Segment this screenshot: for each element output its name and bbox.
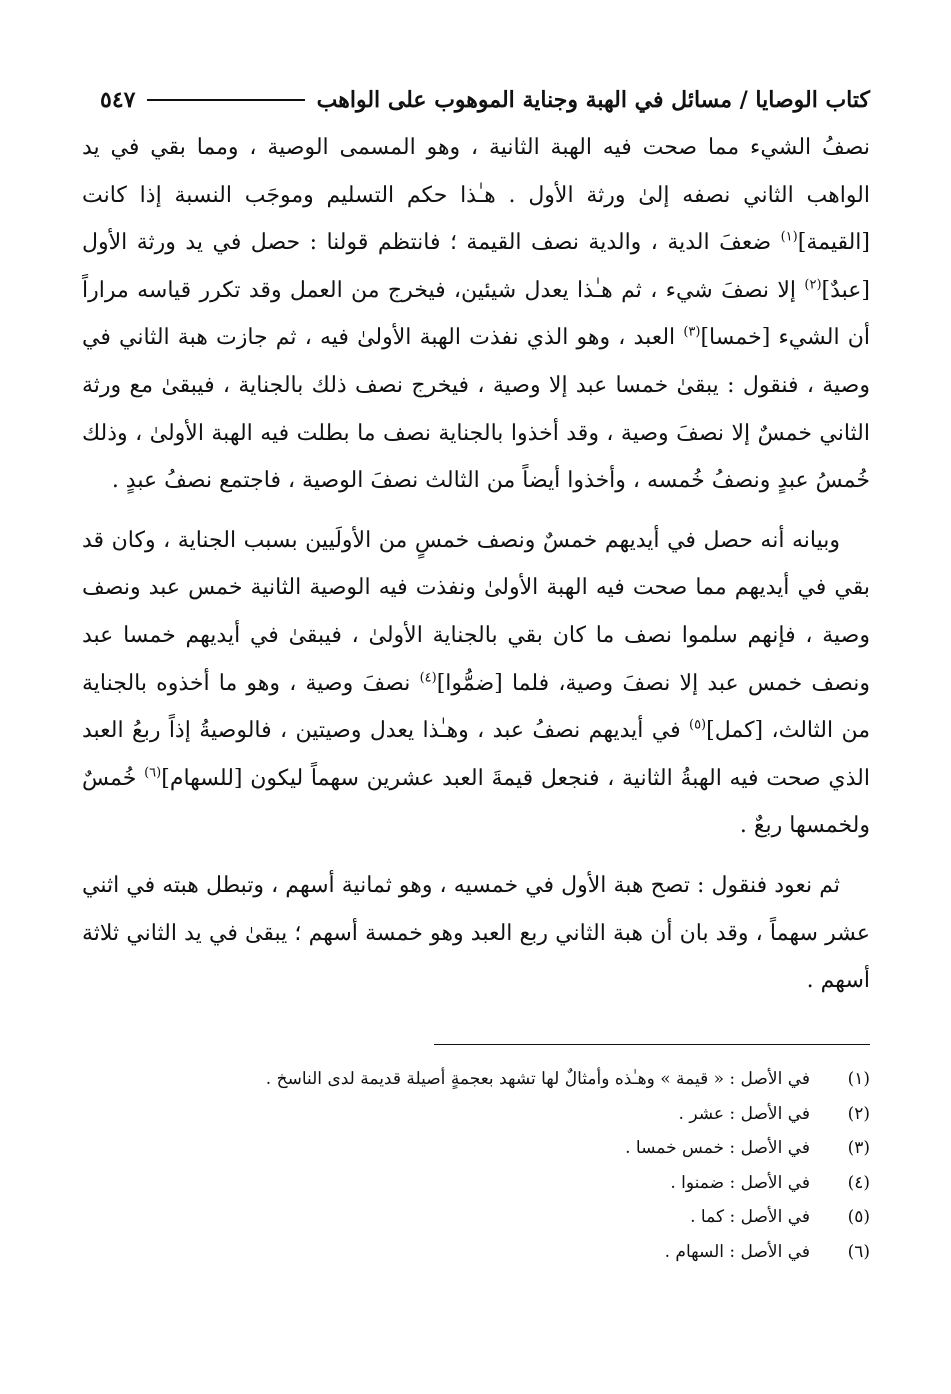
footnote-item	[120, 1131, 870, 1166]
footnote-ref: (٦)	[144, 765, 162, 781]
text-segment: في أيديهم نصفُ عبد ، وهـٰذا يعدل وصيتين ، فالوصيةُ إذاً ربعُ العبد الذي صحت فيه الهبةُ الثانية ، فنجعل قيمةَ العبد عشرين سهماً ليكون [للسهام]	[82, 718, 870, 791]
text-segment: نصفَ وصية ، وهو ما أخذوه بالجناية من الثالث، [كمل]	[82, 670, 870, 744]
footnote-number: (١)	[847, 1069, 870, 1089]
text-segment: العبد ، وهو الذي نفذت الهبة الأولىٰ فيه ، ثم جازت هبة الثاني في وصية ، فنقول : يبقىٰ خمسا عبد إلا وصية ، فيخرج نصف ذلك بالجناية ، فيبقىٰ مع ورثة الثاني خمسٌ إلا نصفَ وصية ، وقد أخذوا بالجناية نصف ما بطلت فيه الهبة الأولىٰ ، وذلك خُمسُ عبدٍ ونصفُ خُمسه ، وأخذوا أيضاً من الثالث نصفَ الوصية ، فاجتمع نصفُ عبدٍ .	[82, 325, 870, 494]
footnote-text: في الأصل : عشر .	[678, 1103, 810, 1124]
footnote-divider	[434, 1044, 870, 1045]
main-text	[82, 124, 870, 1005]
footnote-number: (٤)	[847, 1172, 870, 1193]
footnote-ref: (٥)	[688, 717, 707, 733]
footnote-number: (٦)	[847, 1241, 870, 1262]
footnotes	[120, 1062, 870, 1270]
paragraph-2	[82, 517, 870, 850]
chapter-title: كتاب الوصايا / مسائل في الهبة وجناية الموهوب على الواهب	[316, 87, 870, 113]
paragraph-3	[82, 862, 870, 1005]
footnote-ref: (٢)	[804, 277, 822, 293]
footnote-ref: (٤)	[419, 670, 437, 686]
footnote-text: في الأصل : كما .	[690, 1207, 810, 1228]
footnote-item	[120, 1235, 870, 1270]
footnote-text: في الأصل : خمس خمسا .	[625, 1138, 810, 1159]
footnote-item	[120, 1062, 870, 1097]
header-rule	[147, 99, 304, 101]
footnote-number: (٢)	[847, 1103, 870, 1124]
text-segment: ثم نعود فنقول : تصح هبة الأول في خمسيه ، وهو ثمانية أسهم ، وتبطل هبته في اثني عشر سهماً ، وقد بان أن هبة الثاني ربع العبد وهو خمسة أسهم ؛ يبقىٰ في يد الثاني ثلاثة أسهم .	[82, 872, 870, 994]
footnote-number: (٣)	[847, 1138, 870, 1159]
footnote-item	[120, 1097, 870, 1132]
footnote-text: في الأصل : « قيمة » وهـٰذه وأمثالٌ لها تشهد بعجمةٍ أصيلة قديمة لدى الناسخ .	[265, 1069, 810, 1089]
footnote-item	[120, 1166, 870, 1201]
text-segment: ضعفَ الدية ، والدية نصف القيمة ؛ فانتظم قولنا : حصل في يد ورثة الأول [عبدٌ]	[82, 230, 870, 303]
footnote-ref: (٣)	[683, 325, 701, 341]
page-number: ٥٤٧	[100, 87, 136, 113]
footnote-item	[120, 1200, 870, 1235]
text-segment: نصفُ الشيء مما صحت فيه الهبة الثانية ، وهو المسمى الوصية ، ومما بقي في يد الواهب الثاني نصفه إلىٰ ورثة الأول . هـٰذا حكم التسليم وموجَب النسبة إذا كانت [القيمة]	[82, 135, 870, 256]
footnote-ref: (١)	[780, 229, 798, 245]
footnote-number: (٥)	[847, 1207, 870, 1228]
text-segment: إلا نصفَ شيء ، ثم هـٰذا يعدل شيئين، فيخرج من العمل وقد تكرر قياسه مراراً أن الشيء [خمسا]	[82, 277, 870, 351]
text-segment: وبيانه أنه حصل في أيديهم خمسٌ ونصف خمسٍ من الأولَيين بسبب الجناية ، وكان قد بقي في أيديهم مما صحت فيه الهبة الأولىٰ ونفذت فيه الوصية الثانية خمس عبد ونصف وصية ، فإنهم سلموا نصف ما كان بقي بالجناية الأولىٰ ، فيبقىٰ في أيديهم خمسا عبد ونصف خمس عبد إلا نصفَ وصية، فلما [ضمُّوا]	[82, 527, 871, 696]
paragraph-1	[82, 124, 870, 505]
footnote-text: في الأصل : ضمنوا .	[670, 1172, 810, 1193]
running-header	[100, 78, 870, 122]
text-segment: خُمسٌ ولخمسها ربعٌ .	[82, 765, 870, 839]
footnote-text: في الأصل : السهام .	[664, 1241, 810, 1262]
